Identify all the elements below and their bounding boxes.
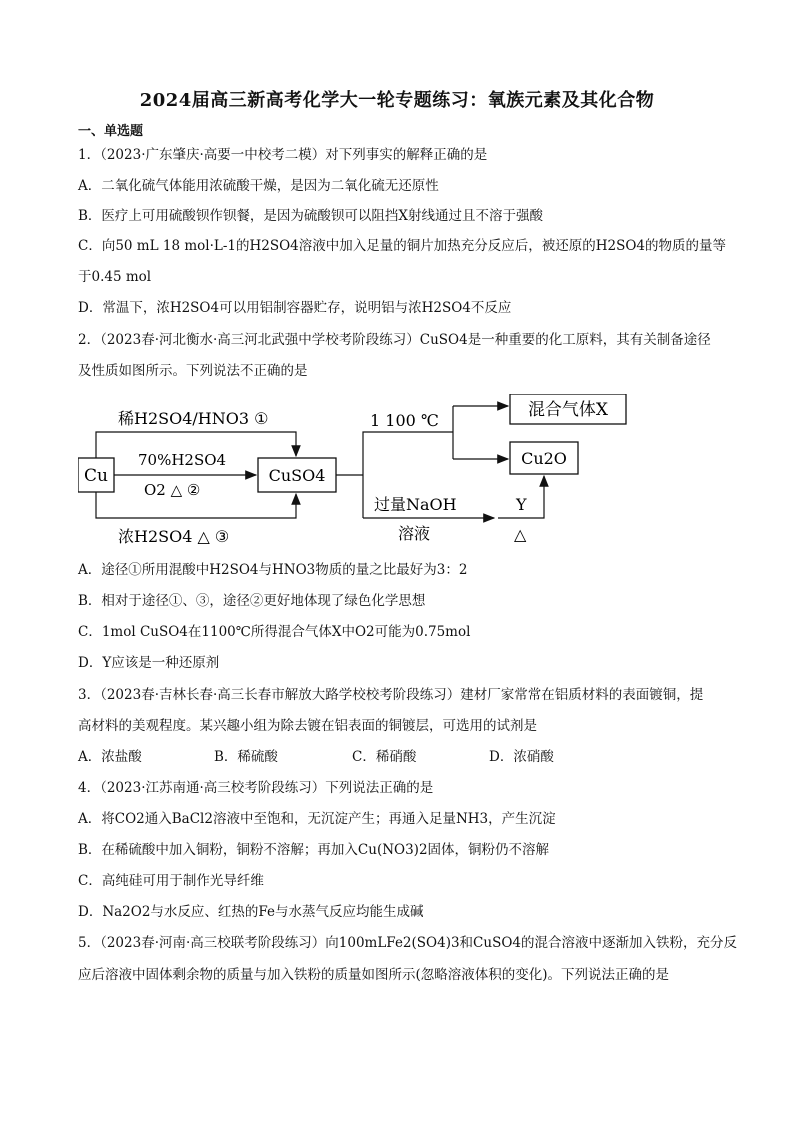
- q5-stem-line2: 应后溶液中固体剩余物的质量与加入铁粉的质量如图所示(忽略溶液体积的变化)。下列说法正确的是: [78, 967, 670, 983]
- naoh-label-line1: 过量NaOH: [374, 495, 457, 514]
- q3-option-c: C．稀硝酸: [352, 749, 417, 765]
- q1-option-b: B．医疗上可用硫酸钡作钡餐，是因为硫酸钡可以阻挡X射线通过且不溶于强酸: [78, 208, 544, 224]
- gas-x-label: 混合气体X: [527, 400, 609, 420]
- q4-option-b: B．在稀硫酸中加入铜粉，铜粉不溶解；再加入Cu(NO3)2固体，铜粉仍不溶解: [78, 842, 550, 858]
- route3-label: 浓H2SO4 △ ③: [118, 527, 230, 546]
- y-label: Y: [516, 495, 527, 514]
- q1-option-a: A．二氧化硫气体能用浓硫酸干燥，是因为二氧化硫无还原性: [78, 178, 439, 194]
- document-title: 2024届高三新高考化学大一轮专题练习：氧族元素及其化合物: [139, 90, 655, 111]
- q4-stem: 4．（2023·江苏南通·高三校考阶段练习）下列说法正确的是: [78, 780, 434, 796]
- cuso4-label: CuSO4: [268, 466, 326, 485]
- route1-label: 稀H2SO4/HNO3 ①: [118, 409, 269, 428]
- q2-stem-line2: 及性质如图所示。下列说法不正确的是: [78, 363, 308, 379]
- q1-option-c-line2: 于0.45 mol: [78, 269, 152, 285]
- q1-option-c-line1: C．向50 mL 18 mol·L-1的H2SO4溶液中加入足量的铜片加热充分反应后，被还原的H2SO4的物质的量等: [78, 238, 727, 254]
- q2-option-c: C．1mol CuSO4在1100℃所得混合气体X中O2可能为0.75mol: [78, 624, 471, 640]
- route2-bottom-label: O2 △ ②: [144, 481, 201, 499]
- section-heading: 一、单选题: [78, 124, 144, 139]
- cu2o-label: Cu2O: [521, 449, 567, 468]
- temp-branch: [363, 432, 453, 475]
- naoh-label-line2: 溶液: [398, 524, 431, 543]
- q3-option-b: B．稀硫酸: [214, 749, 278, 765]
- q2-option-d: D．Y应该是一种还原剂: [78, 655, 220, 671]
- cuso4-preparation-diagram: [78, 394, 638, 552]
- q2-option-b: B．相对于途径①、③，途径②更好地体现了绿色化学思想: [78, 593, 426, 609]
- q4-option-a: A．将CO2通入BaCl2溶液中至饱和，无沉淀产生；再通入足量NH3，产生沉淀: [78, 811, 556, 827]
- y-heat-label: △: [514, 525, 527, 544]
- temp-label: 1 100 ℃: [370, 411, 439, 430]
- q3-option-d: D．浓硝酸: [489, 749, 554, 765]
- q2-stem-line1: 2．（2023春·河北衡水·高三河北武强中学校考阶段练习）CuSO4是一种重要的化工原料，其有关制备途径: [78, 332, 711, 348]
- q1-option-d: D．常温下，浓H2SO4可以用铝制容器贮存，说明铝与浓H2SO4不反应: [78, 300, 512, 316]
- q5-stem-line1: 5．（2023春·河南·高三校联考阶段练习）向100mLFe2(SO4)3和CuSO4的混合溶液中逐渐加入铁粉，充分反: [78, 935, 737, 951]
- q3-option-a: A．浓盐酸: [78, 749, 142, 765]
- route2-top-label: 70%H2SO4: [138, 451, 227, 469]
- q4-option-c: C．高纯硅可用于制作光导纤维: [78, 873, 264, 889]
- cu-label: Cu: [84, 466, 108, 486]
- q1-stem: 1．（2023·广东肇庆·高要一中校考二模）对下列事实的解释正确的是: [78, 147, 488, 163]
- q3-stem-line2: 高材料的美观程度。某兴趣小组为除去镀在铝表面的铜镀层，可选用的试剂是: [78, 718, 537, 734]
- q2-option-a: A．途径①所用混酸中H2SO4与HNO3物质的量之比最好为3：2: [78, 562, 468, 578]
- q3-stem-line1: 3．（2023春·吉林长春·高三长春市解放大路学校校考阶段练习）建材厂家常常在铝质材料的表面镀铜，提: [78, 687, 704, 703]
- q4-option-d: D．Na2O2与水反应、红热的Fe与水蒸气反应均能生成碱: [78, 904, 424, 920]
